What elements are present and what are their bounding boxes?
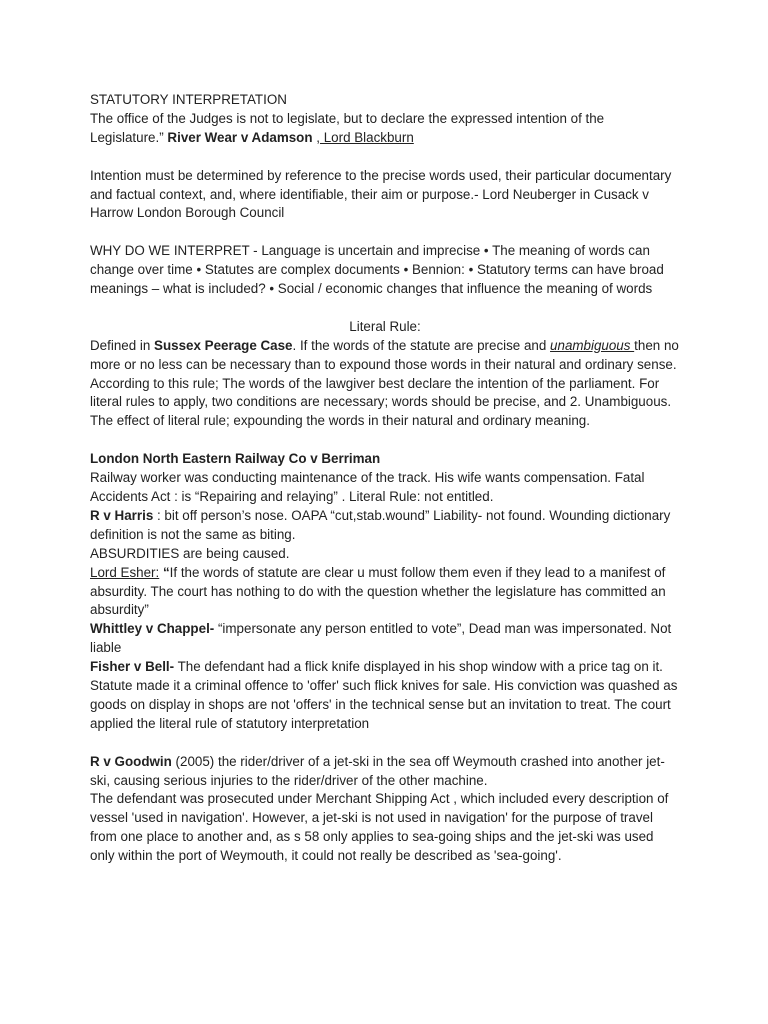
case-name-river-wear: River Wear v Adamson: [167, 129, 313, 145]
spacer: [90, 734, 680, 753]
case-name-sussex-peerage: Sussex Peerage Case: [154, 337, 293, 353]
case-name-fisher: Fisher v Bell-: [90, 659, 175, 675]
whittley-paragraph: [90, 620, 680, 658]
literal-rule-paragraph: [90, 337, 680, 432]
literal-text-rest: then no more or no less can be necessary than to expound those words in their natural and ordinary sense. According to this rule; The words of the lawgiver best declare the intention of the parliament. For literal rules to apply, two conditions are necessary; words should be precise, and 2. Unambiguous. The effect of literal rule; expounding the words in their natural and ordinary meaning.: [90, 337, 679, 429]
literal-text-mid: . If the words of the statute are precise and: [292, 337, 551, 353]
esher-open-quote: “: [159, 564, 170, 580]
case-name-harris: R v Harris: [90, 507, 154, 523]
esher-text: If the words of statute are clear u must follow them even if they lead to a manifest of absurdity. The court has nothing to do with the question whether the legislature has committed an absurdity”: [90, 564, 666, 618]
spacer: [90, 299, 680, 318]
literal-rule-heading: Literal Rule:: [349, 318, 421, 334]
harris-text: : bit off person’s nose. OAPA “cut,stab.wound” Liability- not found. Wounding dictionary definition is not the same as biting.: [90, 507, 671, 542]
emphasis-unambiguous: unambiguous: [550, 337, 635, 353]
intention-paragraph: Intention must be determined by reference to the precise words used, their particular documentary and factual context, and, where identifiable, their aim or purpose.- Lord Neuberger in Cusack v Harrow London Borough Council: [90, 167, 672, 221]
case-heading-lner: [90, 450, 680, 469]
esher-quote: [90, 564, 680, 621]
case-name-whittley: Whittley v Chappel-: [90, 621, 215, 637]
absurdities-line: ABSURDITIES are being caused.: [90, 545, 290, 561]
goodwin-paragraph: [90, 753, 680, 791]
spacer: [90, 148, 680, 167]
quote-separator: ,: [312, 129, 320, 145]
spacer: [90, 223, 680, 242]
goodwin-text: (2005) the rider/driver of a jet-ski in the sea off Weymouth crashed into another jet-ski, causing serious injuries to the rider/driver of the other machine.: [90, 753, 665, 788]
whittley-text: “impersonate any person entitled to vote”, Dead man was impersonated. Not liable: [90, 621, 672, 656]
harris-paragraph: [90, 507, 680, 545]
goodwin-paragraph-2: The defendant was prosecuted under Merchant Shipping Act , which included every description of vessel 'used in navigation'. However, a jet-ski is not used in navigation' for the purpose of travel from one place to another and, as s 58 only applies to sea-going ships and the jet-ski was used only within the port of Weymouth, it could not really be described as 'sea-going'.: [90, 791, 669, 864]
case-name-lner: London North Eastern Railway Co v Berriman: [90, 451, 381, 467]
quote-text: The office of the Judges is not to legislate, but to declare the expressed intention of the Legislature.”: [90, 110, 605, 145]
judge-lord-blackburn: Lord Blackburn: [320, 129, 414, 145]
why-interpret-paragraph: WHY DO WE INTERPRET - Language is uncertain and imprecise • The meaning of words can change over time • Statutes are complex documents • Bennion: • Statutory terms can have broad meanings – what is included? • Social / economic changes that influence the meaning of words: [90, 243, 664, 297]
case-name-goodwin: R v Goodwin: [90, 753, 172, 769]
spacer: [90, 431, 680, 450]
lner-summary: Railway worker was conducting maintenance of the track. His wife wants compensation. Fatal Accidents Act : is “Repairing and relaying” . Literal Rule: not entitled.: [90, 470, 645, 504]
document-page: [90, 91, 680, 866]
document-title: STATUTORY INTERPRETATION: [90, 92, 287, 107]
blackburn-quote: [90, 110, 680, 148]
literal-text-pre: Defined in: [90, 337, 155, 353]
fisher-text: The defendant had a flick knife displayed in his shop window with a price tag on it. Statute made it a criminal offence to 'offer' such flick knives for sale. His conviction was quashed as goods on display in shops are not 'offers' in the technical sense but an invitation to treat. The court applied the literal rule of statutory interpretation: [90, 659, 678, 731]
fisher-paragraph: [90, 658, 680, 734]
judge-lord-esher: Lord Esher:: [90, 564, 160, 580]
